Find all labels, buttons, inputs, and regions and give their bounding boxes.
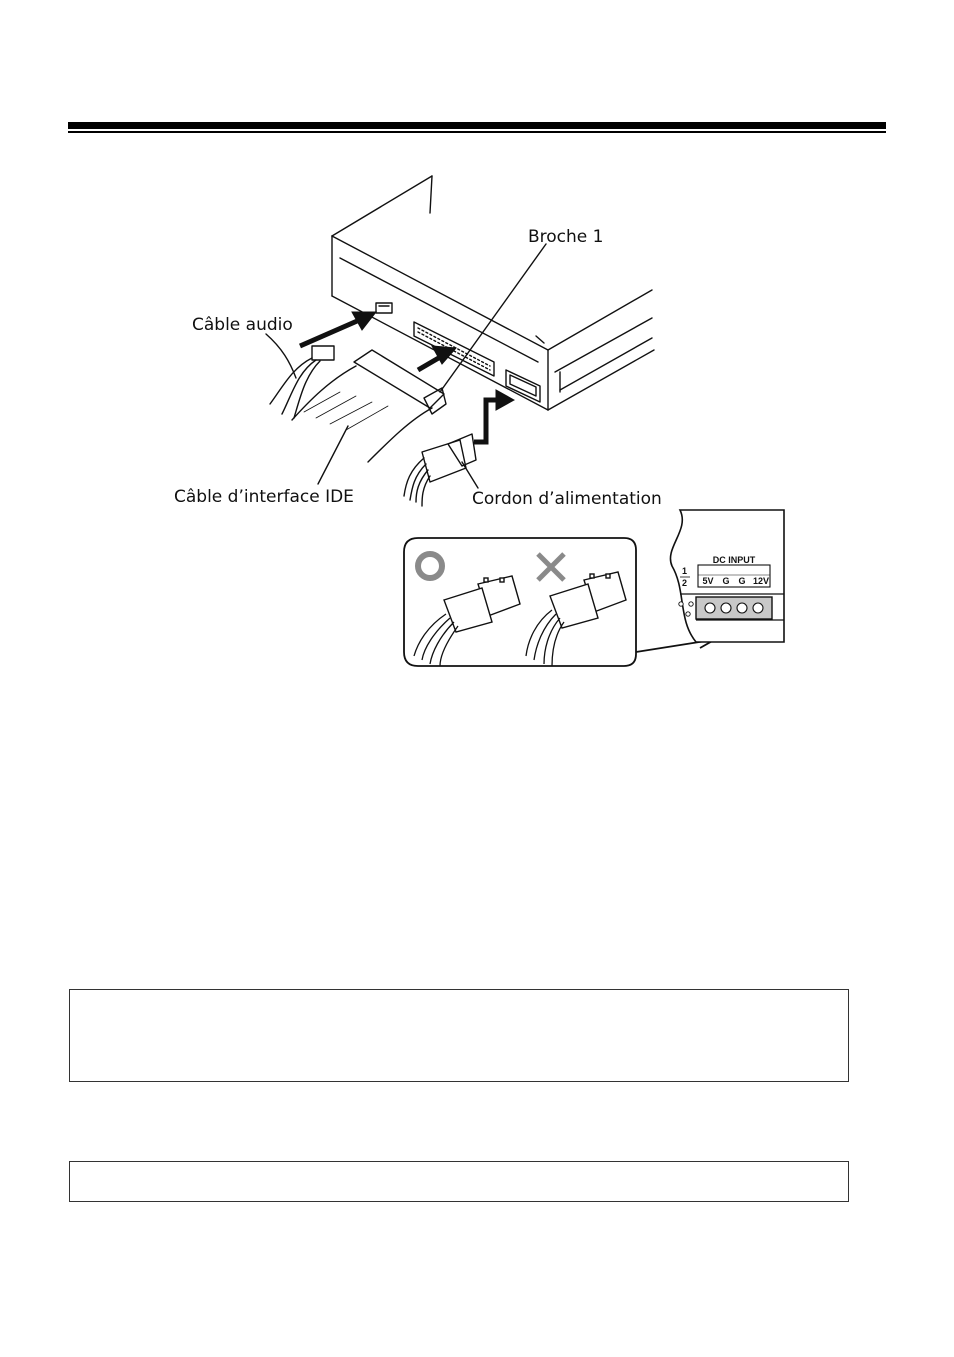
power-cord [404, 434, 476, 506]
orientation-inset [404, 538, 714, 666]
audio-cable-callout: Câble audio [192, 315, 293, 335]
note-box-small [69, 1161, 849, 1202]
audio-leader [266, 334, 296, 378]
ide-leader [318, 426, 348, 484]
jumper-label-2: 2 [682, 578, 688, 588]
audio-cable [270, 346, 334, 418]
ide-cable-callout: Câble d’interface IDE [174, 487, 354, 507]
pin1-leader [440, 244, 546, 392]
pin-label-5v: 5V [702, 576, 714, 586]
note-box [69, 989, 849, 1082]
pin-label-g1: G [722, 576, 730, 586]
audio-header [376, 303, 392, 313]
pin-label-g2: G [738, 576, 746, 586]
rear-panel-closeup [670, 510, 784, 642]
jumper-label-1: 1 [682, 566, 688, 576]
pin-label-12v: 12V [752, 576, 770, 586]
dc-input-title: DC INPUT [712, 555, 756, 565]
power-leader [462, 462, 478, 488]
power-cord-callout: Cordon d’alimentation [472, 489, 662, 509]
pin1-callout: Broche 1 [528, 227, 604, 247]
